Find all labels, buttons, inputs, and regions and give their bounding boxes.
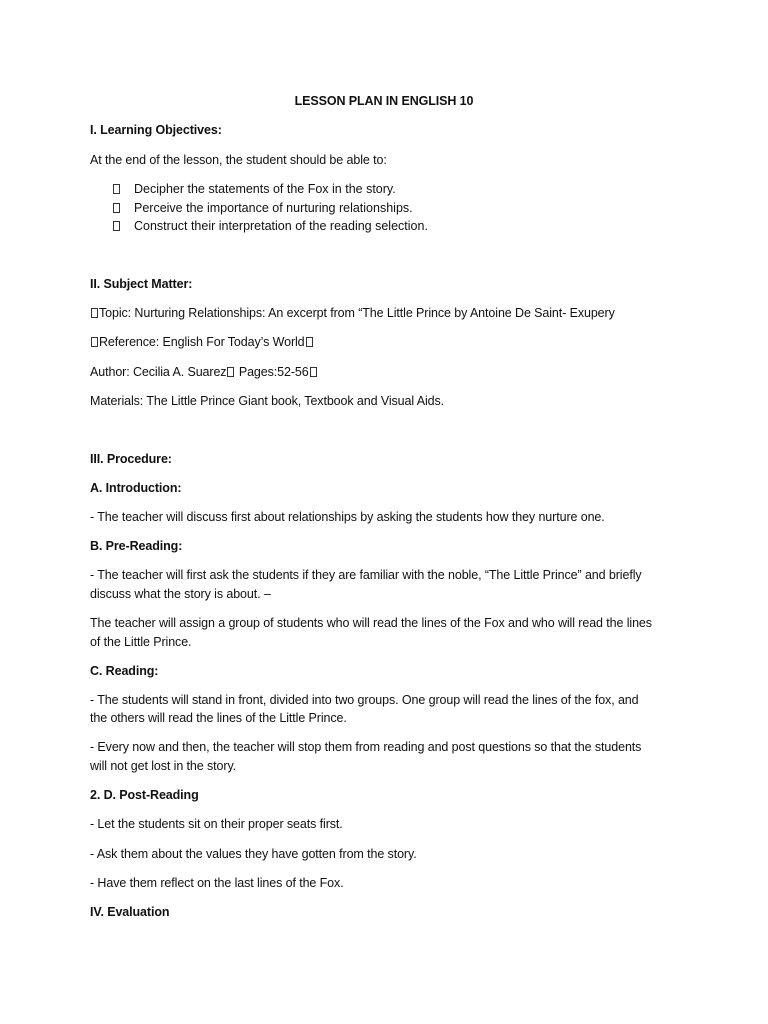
missing-glyph-icon (227, 367, 234, 377)
introduction-text: - The teacher will discuss first about relationships by asking the students how they nurture one. (90, 510, 605, 524)
missing-glyph-icon (310, 367, 317, 377)
subject-heading: II. Subject Matter: (90, 277, 193, 291)
post-reading-heading: 2. D. Post-Reading (90, 788, 199, 802)
missing-glyph-icon (113, 221, 120, 231)
post-reading-item: - Have them reflect on the last lines of the Fox. (90, 876, 344, 890)
reading-text: will not get lost in the story. (90, 759, 237, 773)
document-title: LESSON PLAN IN ENGLISH 10 (294, 94, 474, 108)
pre-reading-text: - The teacher will first ask the students if they are familiar with the noble, “The Little Prince” and briefly (90, 568, 642, 582)
objective-item: Decipher the statements of the Fox in the story. (112, 180, 396, 199)
subject-author: Author: Cecilia A. Suarez Pages:52-56 (90, 363, 318, 382)
missing-glyph-icon (91, 337, 98, 347)
objectives-heading: I. Learning Objectives: (90, 123, 222, 137)
objective-item: Construct their interpretation of the reading selection. (112, 217, 428, 236)
subject-materials: Materials: The Little Prince Giant book, Textbook and Visual Aids. (90, 394, 445, 408)
pre-reading-text: discuss what the story is about. – (90, 587, 271, 601)
pre-reading-heading: B. Pre-Reading: (90, 539, 183, 553)
reading-text: - Every now and then, the teacher will stop them from reading and post questions so that the students (90, 740, 642, 754)
evaluation-heading: IV. Evaluation (90, 905, 170, 919)
reading-text: - The students will stand in front, divided into two groups. One group will read the lines of the fox, and (90, 693, 639, 707)
pre-reading-text: of the Little Prince. (90, 635, 192, 649)
procedure-heading: III. Procedure: (90, 452, 172, 466)
subject-reference: Reference: English For Today’s World (90, 333, 314, 352)
missing-glyph-icon (91, 308, 98, 318)
introduction-heading: A. Introduction: (90, 481, 182, 495)
reading-text: the others will read the lines of the Little Prince. (90, 711, 347, 725)
missing-glyph-icon (306, 337, 313, 347)
reading-heading: C. Reading: (90, 664, 159, 678)
subject-topic: Topic: Nurturing Relationships: An excerpt from “The Little Prince by Antoine De Saint- Exupery (90, 304, 615, 323)
post-reading-item: - Ask them about the values they have gotten from the story. (90, 847, 417, 861)
objective-item: Perceive the importance of nurturing relationships. (112, 199, 413, 218)
pre-reading-text: The teacher will assign a group of students who will read the lines of the Fox and who will read the lines (90, 616, 652, 630)
missing-glyph-icon (113, 184, 120, 194)
objectives-intro: At the end of the lesson, the student should be able to: (90, 153, 387, 167)
post-reading-item: - Let the students sit on their proper seats first. (90, 817, 343, 831)
missing-glyph-icon (113, 203, 120, 213)
